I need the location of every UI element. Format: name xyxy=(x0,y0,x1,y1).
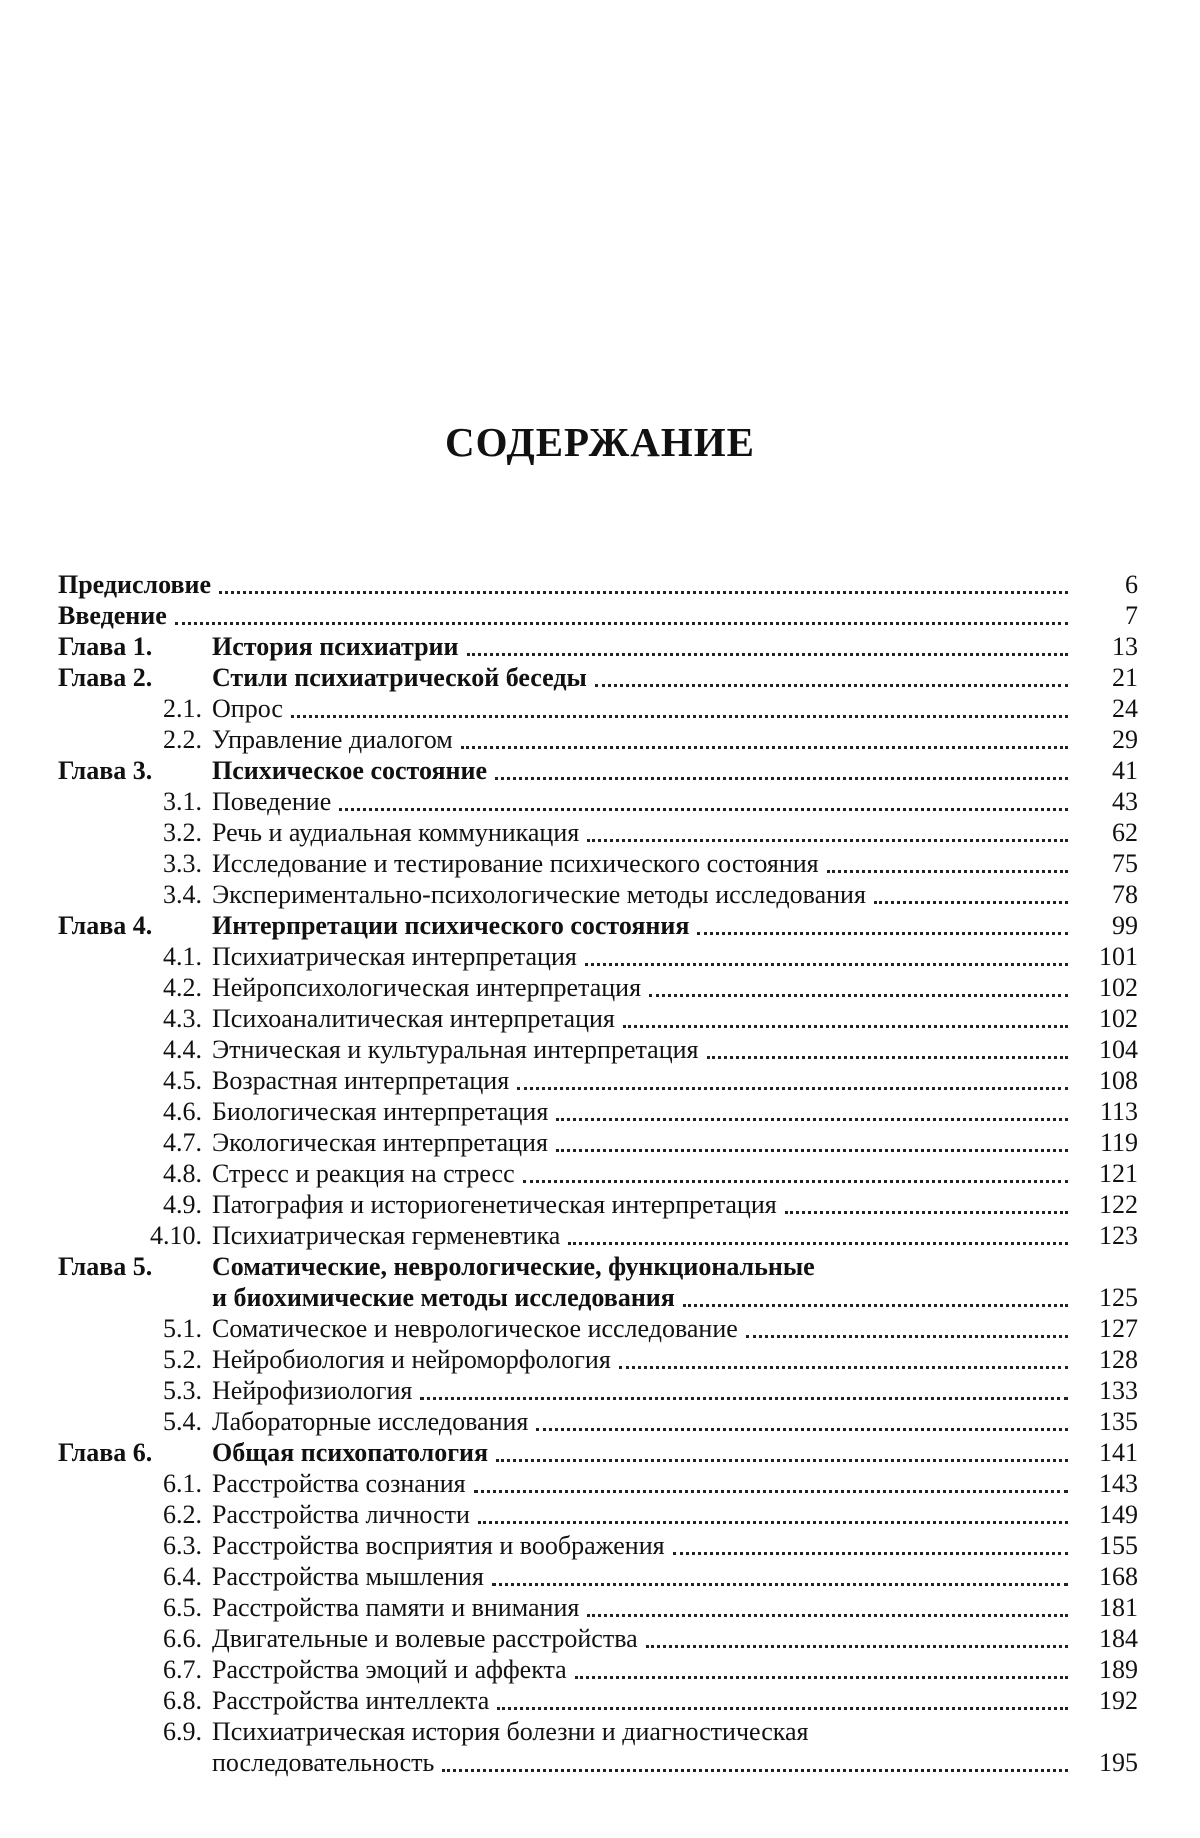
toc-entry xyxy=(58,1499,1138,1530)
leader-dots xyxy=(339,788,1068,811)
toc-entry-title: Экспериментально-психологические методы исследования xyxy=(212,880,866,909)
toc-entry-title: Исследование и тестирование психического состояния xyxy=(212,849,819,878)
page-number: 149 xyxy=(1099,1500,1138,1529)
toc-entry xyxy=(58,1654,1138,1685)
leader-dots xyxy=(585,943,1068,966)
toc-entry-title: Возрастная интерпретация xyxy=(212,1066,510,1095)
leader-dots xyxy=(587,1594,1068,1617)
leader-dots xyxy=(474,1470,1068,1493)
leader-dots xyxy=(556,1129,1068,1152)
toc-entry-title: Расстройства интеллекта xyxy=(212,1686,490,1715)
section-number: 5.4. xyxy=(163,1407,202,1436)
toc-entry-title: Введение xyxy=(58,601,167,630)
page-number: 195 xyxy=(1099,1748,1138,1777)
page-title: СОДЕРЖАНИЕ xyxy=(445,419,755,465)
toc-entry-title: Расстройства сознания xyxy=(212,1469,466,1498)
toc-entry xyxy=(58,972,1138,1003)
leader-dots xyxy=(523,1160,1068,1183)
page-number: 7 xyxy=(1125,601,1138,630)
page-number: 143 xyxy=(1099,1469,1138,1498)
page-number: 121 xyxy=(1099,1159,1138,1188)
toc-entry-title-line2: и биохимические методы исследования xyxy=(212,1283,675,1312)
page-number: 102 xyxy=(1099,973,1138,1002)
toc-entry-title: Соматические, неврологические, функциональные xyxy=(212,1252,815,1281)
page-number: 41 xyxy=(1112,756,1138,785)
toc-entry xyxy=(58,1189,1138,1220)
section-number: 6.7. xyxy=(163,1655,202,1684)
toc-entry-title: Психиатрическая интерпретация xyxy=(212,942,577,971)
page-number: 13 xyxy=(1112,632,1138,661)
leader-dots xyxy=(649,974,1068,997)
toc-entry xyxy=(58,662,1138,693)
section-number: 3.1. xyxy=(163,787,202,816)
toc-entry xyxy=(58,941,1138,972)
page-number: 123 xyxy=(1099,1221,1138,1250)
section-number: 6.4. xyxy=(163,1562,202,1591)
leader-dots xyxy=(595,664,1068,687)
page-number: 21 xyxy=(1112,663,1138,692)
toc-entry xyxy=(58,1251,1138,1282)
leader-dots xyxy=(746,1315,1068,1338)
toc-entry-title: Стресс и реакция на стресс xyxy=(212,1159,515,1188)
toc-entry xyxy=(58,600,1138,631)
toc-entry-title: Двигательные и волевые расстройства xyxy=(212,1624,638,1653)
toc-entry xyxy=(58,755,1138,786)
leader-dots xyxy=(492,1563,1068,1586)
toc-entry xyxy=(58,1375,1138,1406)
section-number: 6.6. xyxy=(163,1624,202,1653)
page-number: 135 xyxy=(1099,1407,1138,1436)
leader-dots xyxy=(536,1408,1068,1431)
toc-entry-title: Общая психопатология xyxy=(212,1438,489,1467)
page-number: 141 xyxy=(1099,1438,1138,1467)
toc-entry-title: История психиатрии xyxy=(212,632,459,661)
toc-entry xyxy=(58,1003,1138,1034)
page-number: 78 xyxy=(1112,880,1138,909)
leader-dots xyxy=(478,1501,1068,1524)
toc-entry-title: Психиатрическая история болезни и диагностическая xyxy=(212,1717,809,1746)
section-number: 3.2. xyxy=(163,818,202,847)
leader-dots xyxy=(175,602,1068,625)
toc-entry xyxy=(58,1158,1138,1189)
toc-entry-title: Биологическая интерпретация xyxy=(212,1097,549,1126)
chapter-number: Глава 2. xyxy=(58,663,153,692)
page-number: 24 xyxy=(1112,694,1138,723)
section-number: 4.7. xyxy=(163,1128,202,1157)
toc-entry xyxy=(58,1406,1138,1437)
leader-dots xyxy=(495,757,1068,780)
toc-entry-title-line2: последовательность xyxy=(212,1748,435,1777)
toc-entry xyxy=(58,1716,1138,1747)
toc-entry-title: Расстройства памяти и внимания xyxy=(212,1593,580,1622)
toc-entry-title: Психиатрическая герменевтика xyxy=(212,1221,561,1250)
toc-entry xyxy=(58,786,1138,817)
toc-entry xyxy=(58,1592,1138,1623)
page-number: 43 xyxy=(1112,787,1138,816)
section-number: 4.6. xyxy=(163,1097,202,1126)
toc-entry-title: Психоаналитическая интерпретация xyxy=(212,1004,615,1033)
toc-entry-title: Нейрофизиология xyxy=(212,1376,413,1405)
page-number: 29 xyxy=(1112,725,1138,754)
page-number: 133 xyxy=(1099,1376,1138,1405)
page-number: 122 xyxy=(1099,1190,1138,1219)
toc-entry xyxy=(58,879,1138,910)
page-number: 113 xyxy=(1099,1097,1138,1126)
toc-entry-title: Расстройства личности xyxy=(212,1500,470,1529)
leader-dots xyxy=(568,1222,1068,1245)
toc-entry xyxy=(58,1065,1138,1096)
chapter-number: Глава 6. xyxy=(58,1438,153,1467)
page-number: 75 xyxy=(1112,849,1138,878)
page-number: 125 xyxy=(1099,1283,1138,1312)
table-of-contents xyxy=(58,569,1138,1778)
toc-entry xyxy=(58,1623,1138,1654)
toc-entry-title: Расстройства эмоций и аффекта xyxy=(212,1655,567,1684)
leader-dots xyxy=(575,1656,1068,1679)
leader-dots xyxy=(587,819,1068,842)
toc-entry-title: Патография и историогенетическая интерпретация xyxy=(212,1190,777,1219)
toc-entry-title: Управление диалогом xyxy=(212,725,453,754)
page-number: 104 xyxy=(1099,1035,1138,1064)
page-number: 119 xyxy=(1099,1128,1138,1157)
toc-entry-title: Этническая и культуральная интерпретация xyxy=(212,1035,699,1064)
section-number: 2.1. xyxy=(163,694,202,723)
chapter-number: Глава 3. xyxy=(58,756,153,785)
page-number: 101 xyxy=(1099,942,1138,971)
page-number: 189 xyxy=(1099,1655,1138,1684)
section-number: 6.5. xyxy=(163,1593,202,1622)
leader-dots xyxy=(556,1098,1068,1121)
section-number: 2.2. xyxy=(163,725,202,754)
toc-entry-continuation xyxy=(58,1282,1138,1313)
section-number: 6.2. xyxy=(163,1500,202,1529)
leader-dots xyxy=(517,1067,1068,1090)
section-number: 4.9. xyxy=(163,1190,202,1219)
toc-entry-title: Соматическое и неврологическое исследование xyxy=(212,1314,738,1343)
leader-dots xyxy=(646,1625,1068,1648)
toc-entry xyxy=(58,1127,1138,1158)
page-number: 184 xyxy=(1099,1624,1138,1653)
section-number: 6.9. xyxy=(163,1717,202,1746)
section-number: 4.3. xyxy=(163,1004,202,1033)
leader-dots xyxy=(683,1284,1068,1307)
toc-entry xyxy=(58,1437,1138,1468)
leader-dots xyxy=(874,881,1068,904)
toc-entry xyxy=(58,1468,1138,1499)
leader-dots xyxy=(497,1687,1068,1710)
section-number: 5.1. xyxy=(163,1314,202,1343)
toc-entry xyxy=(58,1530,1138,1561)
section-number: 5.2. xyxy=(163,1345,202,1374)
page-number: 127 xyxy=(1099,1314,1138,1343)
toc-entry xyxy=(58,817,1138,848)
toc-entry xyxy=(58,1096,1138,1127)
toc-entry xyxy=(58,1344,1138,1375)
leader-dots xyxy=(827,850,1068,873)
page-number: 168 xyxy=(1099,1562,1138,1591)
toc-entry xyxy=(58,1313,1138,1344)
section-number: 3.4. xyxy=(163,880,202,909)
section-number: 5.3. xyxy=(163,1376,202,1405)
toc-entry xyxy=(58,1220,1138,1251)
section-number: 4.1. xyxy=(163,942,202,971)
toc-entry xyxy=(58,848,1138,879)
toc-entry-title: Расстройства мышления xyxy=(212,1562,484,1591)
chapter-number: Глава 1. xyxy=(58,632,153,661)
section-number: 6.1. xyxy=(163,1469,202,1498)
toc-entry-title: Экологическая интерпретация xyxy=(212,1128,548,1157)
page-number: 6 xyxy=(1125,570,1138,599)
toc-entry xyxy=(58,1685,1138,1716)
leader-dots xyxy=(467,633,1068,656)
toc-entry-title: Предисловие xyxy=(58,570,212,599)
toc-entry xyxy=(58,910,1138,941)
toc-entry xyxy=(58,1561,1138,1592)
section-number: 4.8. xyxy=(163,1159,202,1188)
section-number: 3.3. xyxy=(163,849,202,878)
section-number: 4.10. xyxy=(150,1221,202,1250)
toc-entry xyxy=(58,693,1138,724)
leader-dots xyxy=(420,1377,1068,1400)
page-number: 181 xyxy=(1099,1593,1138,1622)
page-number: 102 xyxy=(1099,1004,1138,1033)
toc-entry-title: Поведение xyxy=(212,787,332,816)
leader-dots xyxy=(461,726,1068,749)
toc-entry xyxy=(58,724,1138,755)
toc-entry xyxy=(58,631,1138,662)
leader-dots xyxy=(219,571,1068,594)
page-number: 108 xyxy=(1099,1066,1138,1095)
leader-dots xyxy=(619,1346,1068,1369)
leader-dots xyxy=(291,695,1068,718)
chapter-number: Глава 5. xyxy=(58,1252,153,1281)
toc-entry-title: Лабораторные исследования xyxy=(212,1407,529,1436)
toc-entry-title: Интерпретации психического состояния xyxy=(212,911,690,940)
leader-dots xyxy=(785,1191,1068,1214)
toc-entry-title: Стили психиатрической беседы xyxy=(212,663,587,692)
page-number: 155 xyxy=(1099,1531,1138,1560)
chapter-number: Глава 4. xyxy=(58,911,153,940)
toc-entry-title: Речь и аудиальная коммуникация xyxy=(212,818,580,847)
leader-dots xyxy=(442,1749,1068,1772)
toc-entry-continuation xyxy=(58,1747,1138,1778)
toc-entry-title: Опрос xyxy=(212,694,283,723)
page-number: 192 xyxy=(1099,1686,1138,1715)
section-number: 4.2. xyxy=(163,973,202,1002)
leader-dots xyxy=(707,1036,1069,1059)
toc-entry xyxy=(58,569,1138,600)
leader-dots xyxy=(697,912,1068,935)
toc-entry-title: Расстройства восприятия и воображения xyxy=(212,1531,665,1560)
leader-dots xyxy=(673,1532,1068,1555)
toc-entry xyxy=(58,1034,1138,1065)
leader-dots xyxy=(623,1005,1068,1028)
section-number: 6.3. xyxy=(163,1531,202,1560)
toc-entry-title: Нейробиология и нейроморфология xyxy=(212,1345,611,1374)
leader-dots xyxy=(496,1439,1068,1462)
page-number: 99 xyxy=(1112,911,1138,940)
toc-entry-title: Нейропсихологическая интерпретация xyxy=(212,973,642,1002)
page-number: 128 xyxy=(1099,1345,1138,1374)
section-number: 4.4. xyxy=(163,1035,202,1064)
section-number: 4.5. xyxy=(163,1066,202,1095)
toc-entry-title: Психическое состояние xyxy=(212,756,488,785)
page-number: 62 xyxy=(1112,818,1138,847)
section-number: 6.8. xyxy=(163,1686,202,1715)
